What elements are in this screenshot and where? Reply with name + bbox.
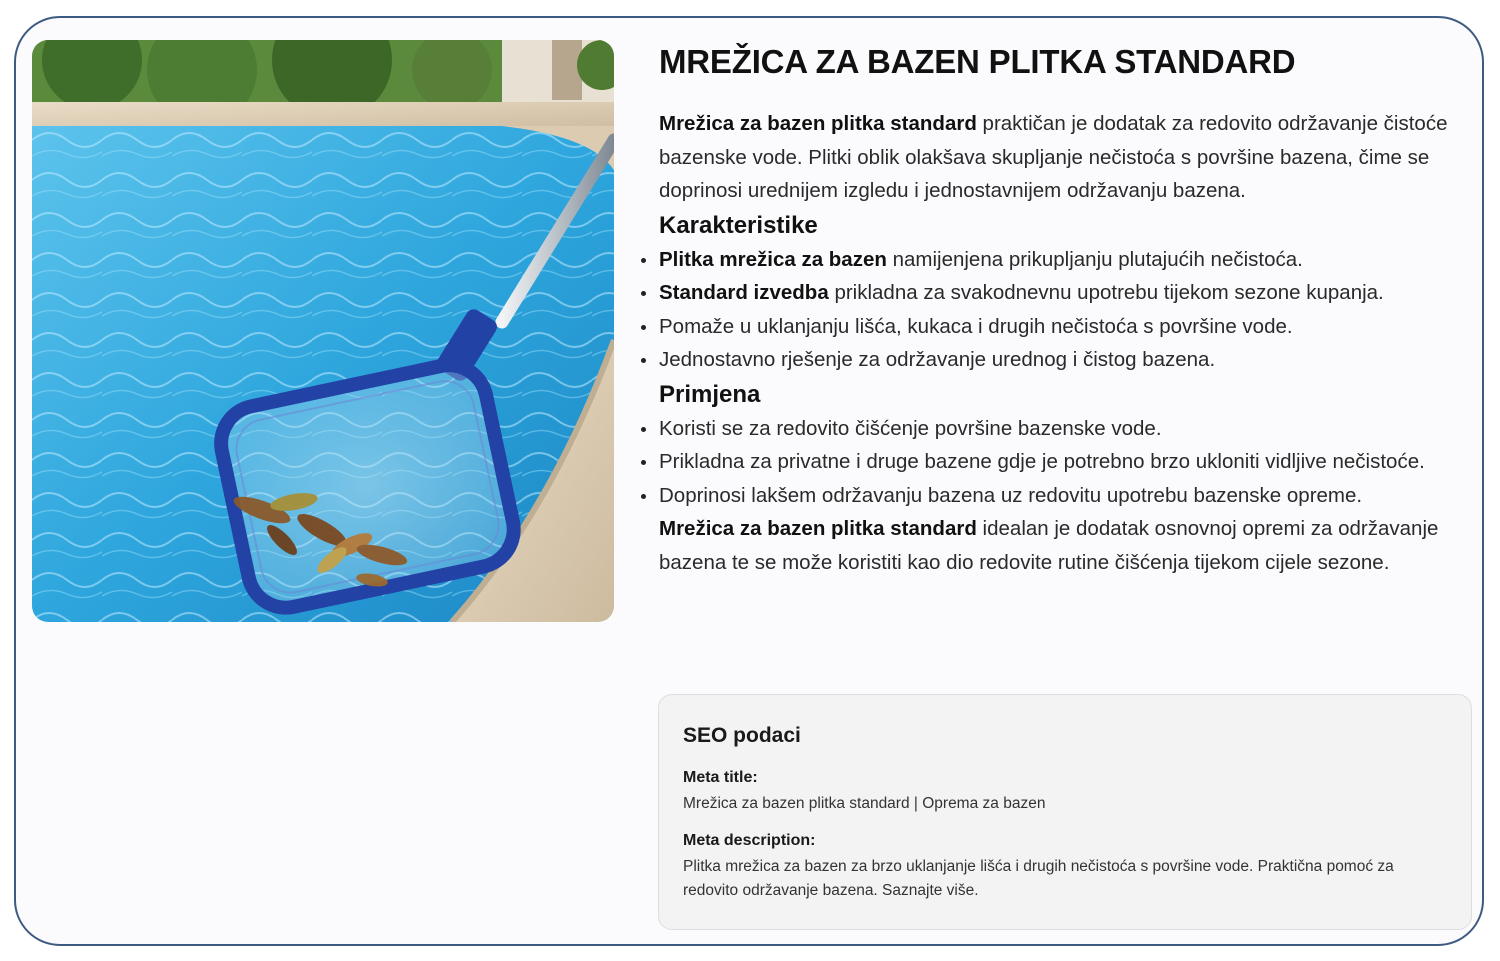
feature-bold: Plitka mrežica za bazen <box>659 247 887 271</box>
intro-text: praktičan je dodatak za redovito održavanje čistoće bazenske vode. Plitki oblik olakšava skupljanje nečistoća s površine bazena, čime se doprinosi urednijem izgledu i jednostavnijem održavanju bazena. <box>659 112 1448 202</box>
meta-description-value: Plitka mrežica za bazen za brzo uklanjanje lišća i drugih nečistoća s površine vode. Praktična pomoć za redovito održavanje bazena. Saznajte više. <box>683 858 1394 899</box>
list-item: Prikladna za privatne i druge bazene gdje je potrebno brzo ukloniti vidljive nečistoće. <box>659 445 1479 479</box>
list-item <box>659 310 1479 344</box>
list-item: Doprinosi lakšem održavanju bazena uz redovitu upotrebu bazenske opreme. <box>659 479 1479 513</box>
product-title: MREŽICA ZA BAZEN PLITKA STANDARD <box>659 43 1296 80</box>
list-item: Koristi se za redovito čišćenje površine bazenske vode. <box>659 412 1479 446</box>
usage-list <box>659 412 1479 513</box>
usage-heading: Primjena <box>659 380 761 408</box>
features-list <box>659 243 1479 377</box>
meta-title-label: Meta title: <box>683 769 758 786</box>
pool-skimmer-net-photo <box>32 40 614 622</box>
closing-text: idealan je dodatak osnovnoj opremi za održavanje bazena te se može koristiti kao dio redovite rutine čišćenja tijekom cijele sezone. <box>659 517 1439 574</box>
product-card <box>14 16 1484 946</box>
feature-text: namijenjena prikupljanju plutajućih nečistoća. <box>886 247 1303 271</box>
list-item <box>659 343 1479 377</box>
feature-text: Jednostavno rješenje za održavanje urednog i čistog bazena. <box>659 348 1216 371</box>
closing-paragraph <box>659 512 1479 579</box>
intro-paragraph <box>659 107 1479 208</box>
feature-text: prikladna za svakodnevnu upotrebu tijekom sezone kupanja. <box>828 281 1384 304</box>
seo-heading: SEO podaci <box>683 724 801 747</box>
feature-text: Pomaže u uklanjanju lišća, kukaca i drugih nečistoća s površine vode. <box>659 314 1293 338</box>
product-image <box>32 40 614 622</box>
meta-description-label: Meta description: <box>683 832 816 849</box>
intro-bold: Mrežica za bazen plitka standard <box>659 112 977 135</box>
closing-bold: Mrežica za bazen plitka standard <box>659 517 977 540</box>
list-item <box>659 243 1479 277</box>
list-item <box>659 276 1479 310</box>
seo-panel <box>658 694 1472 930</box>
feature-bold: Standard izvedba <box>659 281 829 304</box>
product-description <box>659 40 1479 579</box>
meta-title-value: Mrežica za bazen plitka standard | Oprema za bazen <box>683 795 1046 812</box>
features-heading: Karakteristike <box>659 211 818 239</box>
